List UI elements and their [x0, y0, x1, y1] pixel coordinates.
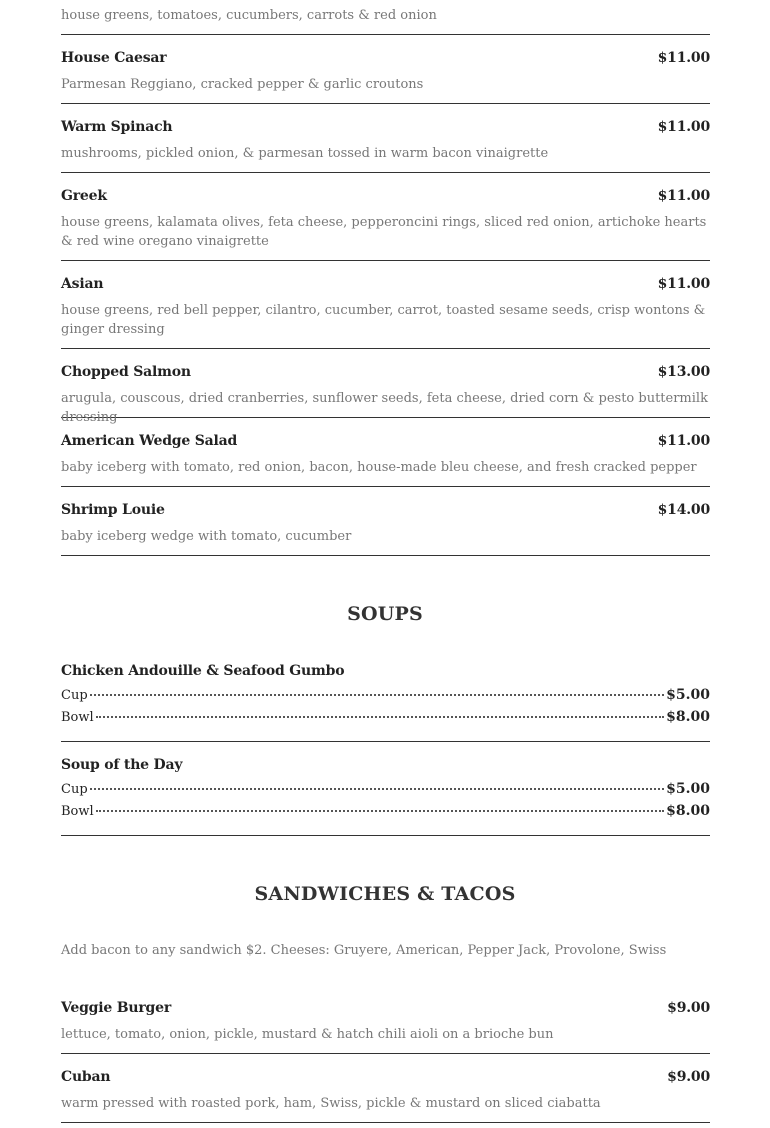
section-title-sandwiches: SANDWICHES & TACOS [254, 883, 516, 905]
item-description: warm pressed with roasted pork, ham, Swiss, pickle & mustard on sliced ciabatta [61, 1096, 601, 1111]
section-note: Add bacon to any sandwich $2. Cheeses: Gruyere, American, Pepper Jack, Provolone, Swiss [61, 943, 667, 958]
soup-item [61, 755, 710, 836]
menu-item [61, 186, 710, 261]
soup-size-row [61, 781, 710, 803]
item-description: mushrooms, pickled onion, & parmesan tossed in warm bacon vinaigrette [61, 146, 549, 161]
item-name: Chopped Salmon [61, 364, 191, 380]
item-price: $14.00 [657, 502, 710, 518]
item-description: Parmesan Reggiano, cracked pepper & garlic croutons [61, 77, 424, 92]
item-name: Asian [61, 276, 104, 292]
item-name: Shrimp Louie [61, 502, 165, 518]
dot-leader [96, 810, 664, 812]
item-name: Warm Spinach [61, 119, 173, 135]
menu-item [61, 998, 710, 1054]
menu-item [61, 1067, 710, 1123]
menu-item [61, 48, 710, 104]
menu-item [61, 6, 710, 35]
item-price: $5.00 [666, 781, 710, 797]
item-price: $8.00 [666, 803, 710, 819]
dot-leader [90, 694, 665, 696]
item-description: baby iceberg with tomato, red onion, bacon, house-made bleu cheese, and fresh cracked pepper [61, 460, 697, 475]
item-price: $9.00 [667, 1069, 710, 1085]
soup-size-row [61, 709, 710, 731]
soup-size-row [61, 803, 710, 825]
item-price: $8.00 [666, 709, 710, 725]
item-name: Veggie Burger [61, 1000, 172, 1016]
item-price: $11.00 [657, 119, 710, 135]
item-price: $13.00 [657, 364, 710, 380]
item-price: $11.00 [657, 188, 710, 204]
dot-leader [96, 716, 664, 718]
item-name: Soup of the Day [61, 757, 183, 773]
menu-item [61, 274, 710, 349]
item-description: house greens, tomatoes, cucumbers, carrots & red onion [61, 8, 437, 23]
size-label: Cup [61, 688, 88, 703]
item-price: $11.00 [657, 276, 710, 292]
size-label: Bowl [61, 710, 94, 725]
item-description: lettuce, tomato, onion, pickle, mustard & hatch chili aioli on a brioche bun [61, 1027, 554, 1042]
item-name: Cuban [61, 1069, 111, 1085]
item-name: Greek [61, 188, 107, 204]
menu-item [61, 362, 710, 425]
item-price: $5.00 [666, 687, 710, 703]
soup-size-row [61, 687, 710, 709]
item-name: House Caesar [61, 50, 167, 66]
size-label: Bowl [61, 804, 94, 819]
item-description: baby iceberg wedge with tomato, cucumber [61, 529, 352, 544]
item-description: arugula, couscous, dried cranberries, sunflower seeds, feta cheese, dried corn & pesto buttermilk dressing [61, 391, 708, 425]
menu-item [61, 500, 710, 556]
soup-item [61, 661, 710, 742]
item-name: American Wedge Salad [61, 433, 238, 449]
menu-item [61, 117, 710, 173]
dot-leader [90, 788, 665, 790]
section-title-soups: SOUPS [347, 603, 423, 625]
item-price: $11.00 [657, 50, 710, 66]
item-name: Chicken Andouille & Seafood Gumbo [61, 663, 345, 679]
item-description: house greens, kalamata olives, feta cheese, pepperoncini rings, sliced red onion, artichoke hearts & red wine oregano vinaigrette [61, 215, 707, 249]
item-description: house greens, red bell pepper, cilantro, cucumber, carrot, toasted sesame seeds, crisp wontons & ginger dressing [61, 303, 706, 337]
size-label: Cup [61, 782, 88, 797]
item-price: $9.00 [667, 1000, 710, 1016]
item-price: $11.00 [657, 433, 710, 449]
menu-item [61, 431, 710, 487]
